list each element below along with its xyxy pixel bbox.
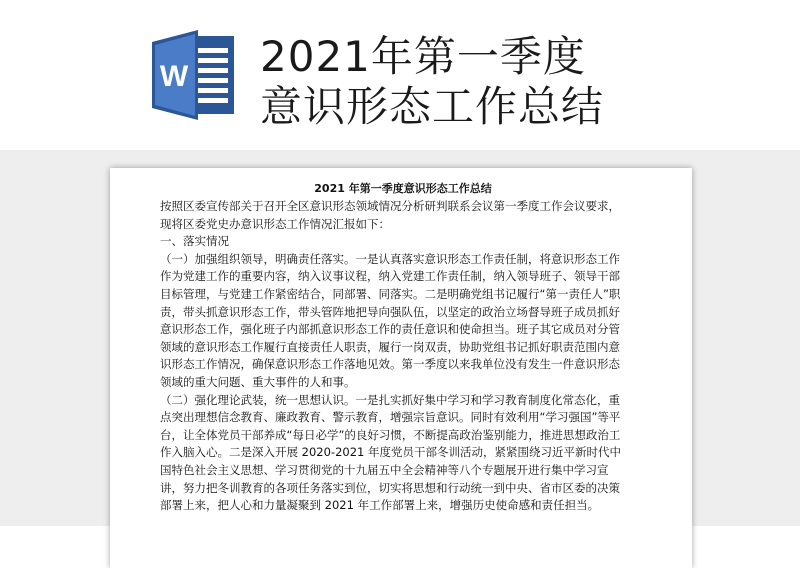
document-body	[160, 180, 646, 515]
document-line: 作入脑入心。二是深入开展 2020-2021 年度党员干部冬训活动，紧紧围绕习近平新时代中	[160, 445, 621, 460]
logo-letter: W	[159, 60, 189, 93]
title-line-1: 2021年第一季度	[260, 32, 586, 81]
document-line: 点突出理想信念教育、廉政教育、警示教育，增强宗旨意识。同时有效利用“学习强国”等平	[160, 410, 621, 425]
page-title	[260, 32, 604, 132]
document-line: 领域的意识形态工作履行直接责任人职责，履行一岗双责，协助党组书记抓好职责范围内意	[160, 339, 620, 354]
document-line: 意识形态工作，强化班子内部抓意识形态工作的责任意识和使命担当。班子其它成员对分管	[160, 322, 620, 337]
document-line: 目标管理，与党建工作紧密结合，同部署、同落实。二是明确党组书记履行“第一责任人”职	[160, 286, 621, 301]
document-line: 领域的重大问题、重大事件的人和事。	[160, 374, 356, 389]
document-text	[160, 198, 646, 515]
word-icon	[152, 30, 238, 120]
document-line: 讲，努力把冬训教育的各项任务落实到位，切实将思想和行动统一到中央、省市区委的决策	[160, 480, 620, 495]
document-line: 部署上来，把人心和力量凝聚到 2021 年工作部署上来，增强历史使命感和责任担当。	[160, 498, 600, 513]
header-banner	[0, 0, 800, 150]
document-line: 识形态工作情况，确保意识形态工作落地见效。第一季度以来我单位没有发生一件意识形态	[160, 357, 620, 372]
document-line: 责，带头抓意识形态工作，带头管阵地把导向强队伍，以坚定的政治立场督导班子成员抓好	[160, 304, 620, 319]
document-line: 国特色社会主义思想、学习贯彻党的十九届五中全会精神等八个专题展开进行集中学习宣	[160, 462, 609, 477]
document-line: 一、落实情况	[160, 234, 229, 249]
document-title: 2021 年第一季度意识形态工作总结	[314, 182, 492, 195]
document-line: 台，让全体党员干部养成“每日必学”的良好习惯，不断提高政治鉴别能力，推进思想政治工	[160, 427, 621, 442]
document-line: 按照区委宣传部关于召开全区意识形态领域情况分析研判联系会议第一季度工作会议要求，	[160, 199, 620, 213]
title-line-2: 意识形态工作总结	[260, 82, 605, 131]
document-line: （一）加强组织领导，明确责任落实。一是认真落实意识形态工作责任制，将意识形态工作	[160, 251, 620, 266]
document-line: 现将区委党史办意识形态工作情况汇报如下：	[160, 216, 390, 231]
document-line: 作为党建工作的重要内容，纳入议事议程，纳入党建工作责任制，纳入领导班子、领导干部	[160, 269, 620, 284]
document-line: （二）强化理论武装，统一思想认识。一是扎实抓好集中学习和学习教育制度化常态化，重	[160, 392, 620, 407]
